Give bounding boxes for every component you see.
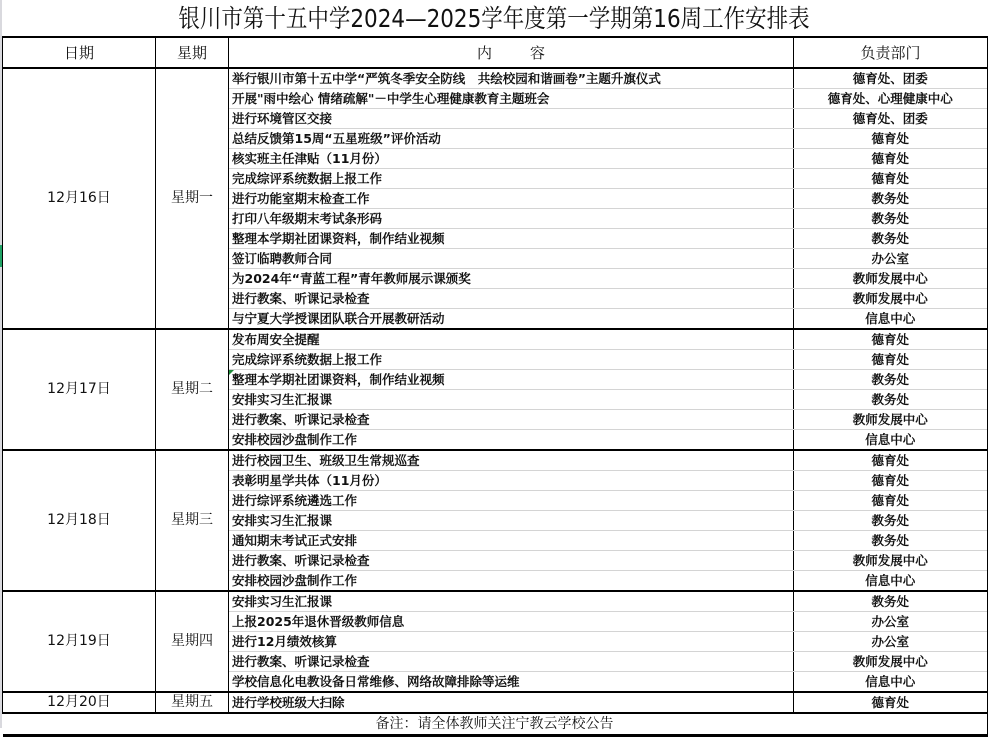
table-row <box>3 68 988 89</box>
dept-cell[interactable]: 德育处、团委 <box>794 109 988 129</box>
content-cell[interactable]: 安排实习生汇报课 <box>229 511 794 531</box>
page-title: 银川市第十五中学2024—2025学年度第一学期第16周工作安排表 <box>178 4 810 33</box>
dept-cell[interactable]: 信息中心 <box>794 571 988 592</box>
dept-cell[interactable]: 德育处 <box>794 450 988 471</box>
dept-cell[interactable]: 教师发展中心 <box>794 652 988 672</box>
date-cell[interactable]: 12月19日 <box>3 591 156 692</box>
dept-cell[interactable]: 德育处 <box>794 471 988 491</box>
dept-cell[interactable]: 教务处 <box>794 370 988 390</box>
content-cell[interactable]: 安排实习生汇报课 <box>229 390 794 410</box>
dept-cell[interactable]: 教师发展中心 <box>794 410 988 430</box>
dept-cell[interactable]: 教师发展中心 <box>794 269 988 289</box>
dept-cell[interactable]: 信息中心 <box>794 672 988 693</box>
dept-cell[interactable]: 教务处 <box>794 390 988 410</box>
dept-cell[interactable]: 德育处 <box>794 149 988 169</box>
weekday-cell[interactable]: 星期二 <box>156 329 229 450</box>
content-cell[interactable]: 表彰明星学共体（11月份） <box>229 471 794 491</box>
dept-cell[interactable]: 教师发展中心 <box>794 551 988 571</box>
content-cell[interactable]: 进行学校班级大扫除 <box>229 692 794 713</box>
content-cell[interactable]: 完成综评系统数据上报工作 <box>229 350 794 370</box>
dept-cell[interactable]: 信息中心 <box>794 430 988 451</box>
dept-cell[interactable]: 德育处 <box>794 692 988 713</box>
schedule-body <box>3 68 988 713</box>
content-cell[interactable]: 进行校园卫生、班级卫生常规巡查 <box>229 450 794 471</box>
dept-cell[interactable]: 德育处 <box>794 491 988 511</box>
weekday-cell[interactable]: 星期一 <box>156 68 229 329</box>
dept-cell[interactable]: 教务处 <box>794 531 988 551</box>
content-cell[interactable]: 安排实习生汇报课 <box>229 591 794 612</box>
dept-cell[interactable]: 办公室 <box>794 249 988 269</box>
content-cell[interactable]: 完成综评系统数据上报工作 <box>229 169 794 189</box>
dept-cell[interactable]: 德育处 <box>794 350 988 370</box>
table-row <box>3 692 988 713</box>
weekday-cell[interactable]: 星期五 <box>156 692 229 713</box>
content-cell[interactable]: 进行教案、听课记录检查 <box>229 551 794 571</box>
content-cell[interactable]: 为2024年“青蓝工程”青年教师展示课颁奖 <box>229 269 794 289</box>
schedule-table <box>2 36 988 737</box>
content-cell[interactable]: 通知期末考试正式安排 <box>229 531 794 551</box>
dept-cell[interactable]: 教务处 <box>794 209 988 229</box>
table-row <box>3 591 988 612</box>
header-date[interactable]: 日期 <box>3 37 156 68</box>
date-cell[interactable]: 12月20日 <box>3 692 156 713</box>
content-cell[interactable]: 进行功能室期末检查工作 <box>229 189 794 209</box>
content-cell[interactable]: 安排校园沙盘制作工作 <box>229 571 794 592</box>
weekday-cell[interactable]: 星期四 <box>156 591 229 692</box>
dept-cell[interactable]: 办公室 <box>794 612 988 632</box>
date-cell[interactable]: 12月17日 <box>3 329 156 450</box>
content-cell[interactable]: 签订临聘教师合同 <box>229 249 794 269</box>
header-weekday[interactable]: 星期 <box>156 37 229 68</box>
weekday-cell[interactable]: 星期三 <box>156 450 229 591</box>
dept-cell[interactable]: 教师发展中心 <box>794 289 988 309</box>
content-cell[interactable]: 举行银川市第十五中学“严筑冬季安全防线 共绘校园和谐画卷”主题升旗仪式 <box>229 68 794 89</box>
date-cell[interactable]: 12月18日 <box>3 450 156 591</box>
dept-cell[interactable]: 德育处、团委 <box>794 68 988 89</box>
content-cell[interactable]: 总结反馈第15周“五星班级”评价活动 <box>229 129 794 149</box>
dept-cell[interactable]: 教务处 <box>794 229 988 249</box>
content-cell[interactable]: 进行12月绩效核算 <box>229 632 794 652</box>
dept-cell[interactable]: 教务处 <box>794 591 988 612</box>
content-cell[interactable]: 整理本学期社团课资料，制作结业视频 <box>229 229 794 249</box>
content-cell[interactable]: 与宁夏大学授课团队联合开展教研活动 <box>229 309 794 330</box>
dept-cell[interactable]: 教务处 <box>794 511 988 531</box>
content-cell[interactable]: 发布周安全提醒 <box>229 329 794 350</box>
content-cell[interactable]: 安排校园沙盘制作工作 <box>229 430 794 451</box>
header-row <box>3 37 988 68</box>
content-cell[interactable]: 核实班主任津贴（11月份） <box>229 149 794 169</box>
dept-cell[interactable]: 办公室 <box>794 632 988 652</box>
content-cell[interactable]: 进行教案、听课记录检查 <box>229 289 794 309</box>
header-content[interactable]: 内容 <box>229 37 794 68</box>
content-cell[interactable]: 进行教案、听课记录检查 <box>229 652 794 672</box>
dept-cell[interactable]: 德育处 <box>794 129 988 149</box>
content-cell[interactable]: 进行教案、听课记录检查 <box>229 410 794 430</box>
content-cell[interactable]: 进行环境管区交接 <box>229 109 794 129</box>
footer-note[interactable]: 备注：请全体教师关注宁教云学校公告 <box>3 713 988 736</box>
dept-cell[interactable]: 教务处 <box>794 189 988 209</box>
table-row <box>3 329 988 350</box>
content-cell[interactable]: 打印八年级期末考试条形码 <box>229 209 794 229</box>
header-dept[interactable]: 负责部门 <box>794 37 988 68</box>
dept-cell[interactable]: 德育处、心理健康中心 <box>794 89 988 109</box>
dept-cell[interactable]: 德育处 <box>794 329 988 350</box>
content-cell[interactable]: 上报2025年退休晋级教师信息 <box>229 612 794 632</box>
table-row <box>3 450 988 471</box>
content-cell[interactable]: 进行综评系统遴选工作 <box>229 491 794 511</box>
date-cell[interactable]: 12月16日 <box>3 68 156 329</box>
dept-cell[interactable]: 信息中心 <box>794 309 988 330</box>
dept-cell[interactable]: 德育处 <box>794 169 988 189</box>
content-cell[interactable]: 学校信息化电教设备日常维修、网络故障排除等运维 <box>229 672 794 693</box>
content-cell[interactable]: 整理本学期社团课资料，制作结业视频 <box>229 370 794 390</box>
content-cell[interactable]: 开展"雨中绘心 情绪疏解"－中学生心理健康教育主题班会 <box>229 89 794 109</box>
